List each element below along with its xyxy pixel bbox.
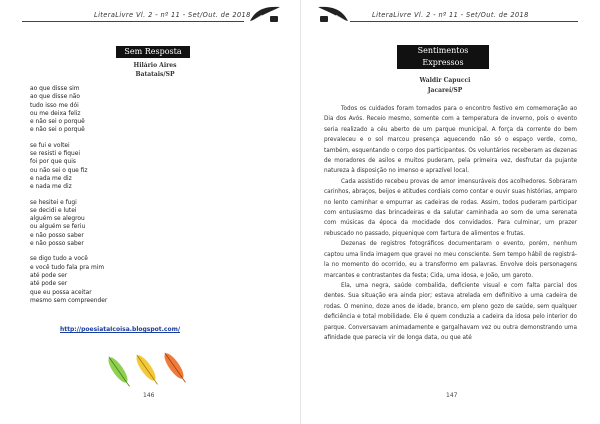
poem-line: ou não sei o que fiz <box>30 167 88 174</box>
stanza <box>30 255 170 305</box>
poem-line: ou alguém se feriu <box>30 224 86 231</box>
stanza <box>30 85 170 135</box>
article-author <box>400 76 490 96</box>
poem-line: mesmo sem compreender <box>30 297 108 304</box>
header-rule <box>22 21 244 22</box>
poem-line: ao que disse não <box>30 94 81 101</box>
author-location: Jacareí/SP <box>427 87 463 94</box>
header-rule <box>350 21 578 22</box>
poem-line: e não sei o porquê <box>30 119 85 126</box>
page-divider <box>300 0 301 424</box>
poem-line: e nada me diz <box>30 175 72 182</box>
author-name: Hilário Aires <box>133 62 177 69</box>
poem-line: que eu possa aceitar <box>30 289 92 296</box>
poem-line: se digo tudo a você <box>30 256 88 263</box>
poem-line: e nada me diz <box>30 184 72 191</box>
blog-link[interactable]: http://poesiataIcoisa.blogspot.com/ <box>60 326 181 333</box>
poem-line: e você tudo fala pra mim <box>30 264 105 271</box>
stanza <box>30 199 170 249</box>
poem-title: Sem Resposta <box>116 46 190 58</box>
poem-line: se hesitei e fugi <box>30 199 77 206</box>
header-text: LiteraLivre Vl. 2 - nº 11 - Set/Out. de 2018 <box>94 11 251 19</box>
page-header <box>0 4 300 24</box>
page-number: 147 <box>446 392 458 399</box>
poem-line: se resisti e fiquei <box>30 151 81 158</box>
poem-line: se fui e voltei <box>30 142 70 149</box>
article-paragraph: Dezenas de registros fotográficos documentaram o evento, porém, nenhum captou uma linda imagem que gravei no meu consciente. Sem tempo hábil de registrá-la no momento do ocorrido, eu a transformo em palavras. Envolve dois personagens marcantes e contrastantes da festa; Cida, uma idosa, e João, um garoto. <box>324 241 577 279</box>
quill-inkwell-icon <box>316 5 350 23</box>
page-number: 146 <box>143 392 155 399</box>
article-paragraph: Cada assistido recebeu provas de amor imensuráveis dos acolhedores. Sobraram carinhos, abraços, beijos e atitudes cordiais como contar e ouvir suas histórias, amparo no lento caminhar e empurrar as cadeiras de rodas. Assim, todos puderam participar com entusiasmo das brincadeiras e da salutar caminhada ao som de uma serenata com músicas da época da mocidade dos convidados. Para culminar, um prazer rebuscado no passado, piquenique com fartura de alimentos e frutas. <box>324 178 577 237</box>
poem-author <box>110 61 200 79</box>
article-paragraph: Todos os cuidados foram tomados para o encontro festivo em comemoração ao Dia dos Avós. Receio mesmo, somente com a temperatura de inverno, pois o evento seria realizado a céu aberto de um parque municipal. A força da corrente do bem prevaleceu e o sol marcou presença aquecendo não só o espaço verde, como, também, esquentando o corpo dos participantes. Os voluntários receberam as dezenas de moradores de asilos e muitos puderam, pela primeira vez, desfrutar da pujante natureza à disposição no imenso e aprazível local. <box>324 106 577 175</box>
stanza <box>30 142 170 192</box>
right-page <box>300 0 600 424</box>
poem-line: e não posso saber <box>30 241 84 248</box>
poem-line: e não sei o porquê <box>30 127 85 134</box>
poem-line: foi por que quis <box>30 159 76 166</box>
poem-line: até pode ser <box>30 272 68 279</box>
quill-inkwell-icon <box>248 5 282 23</box>
poem-line: até pode ser <box>30 281 68 288</box>
poem-line: se decidi e lutei <box>30 207 77 214</box>
poem-body <box>30 85 170 312</box>
poem-line: alguém se alegrou <box>30 216 85 223</box>
poem-line: ou me deixa feliz <box>30 110 81 117</box>
header-text: LiteraLivre Vl. 2 - nº 11 - Set/Out. de 2018 <box>372 11 529 19</box>
poem-line: e não posso saber <box>30 232 84 239</box>
feathers-icon <box>98 342 208 392</box>
author-location: Batatais/SP <box>135 71 175 78</box>
article-body <box>324 104 577 343</box>
page-header <box>300 4 600 24</box>
article-paragraph: Ela, uma negra, saúde combalida, deficiente visual e com falta parcial dos dentes. Sua situação era ainda pior; estava atrelada em definitivo a uma cadeira de rodas. O menino, doze anos de idade, branco, em pleno gozo de saúde, sem qualquer deficiência e total mobilidade. Ele é quem conduzia a cadeira da idosa pelo interior do parque. Conversavam animadamente e gargalhavam vez ou outra demonstrando uma afinidade que parecia vir de longa data, ou que até <box>324 282 577 341</box>
author-name: Waldir Capucci <box>419 77 471 84</box>
article-title: Sentimentos Expressos <box>397 45 489 69</box>
poem-line: ao que disse sim <box>30 86 80 92</box>
poem-line: tudo isso me dói <box>30 102 79 109</box>
